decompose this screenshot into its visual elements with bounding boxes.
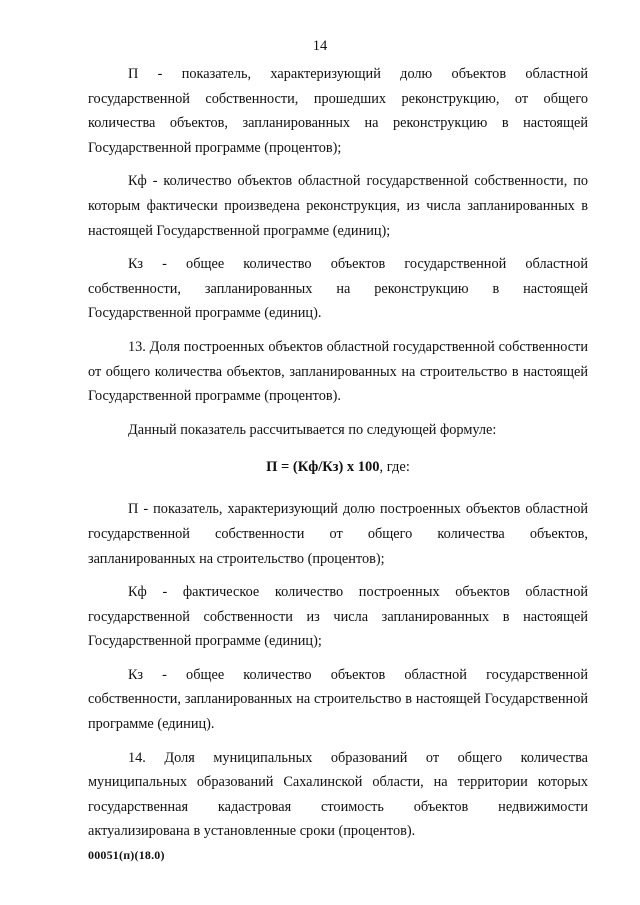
paragraph-item-13: 13. Доля построенных объектов областной государственной собственности от общего количества объектов, запланированных на строительство в настоящей Государственной программе (процентов). xyxy=(88,338,588,405)
formula-expression: П = (Кф/Кз) х 100 xyxy=(266,459,380,476)
paragraph-item-14: 14. Доля муниципальных образований от общего количества муниципальных образований Сахалинской области, на территории которых государственная кадастровая стоимость объектов недвижимости актуализирована в установленные сроки (процентов). xyxy=(88,749,588,840)
page-number: 14 xyxy=(312,38,328,54)
formula xyxy=(88,455,588,479)
paragraph-kf-definition-construction: Кф - фактическое количество построенных объектов областной государственной собственности из числа запланированных в настоящей Государственной программе (единиц); xyxy=(88,584,588,650)
paragraph-p-definition-construction: П - показатель, характеризующий долю построенных объектов областной государственной собственности от общего количества объектов, запланированных на строительство (процентов); xyxy=(88,501,588,567)
paragraph-kz-definition-reconstruction: Кз - общее количество объектов государственной областной собственности, запланированных на реконструкцию в настоящей Государственной программе (единиц). xyxy=(88,256,588,322)
paragraph-formula-intro: Данный показатель рассчитывается по следующей формуле: xyxy=(128,421,497,438)
paragraph-kf-definition-reconstruction: Кф - количество объектов областной государственной собственности, по которым фактически произведена реконструкция, из числа запланированных в настоящей Государственной программе (единиц); xyxy=(88,173,588,239)
paragraph-kz-definition-construction: Кз - общее количество объектов областной государственной собственности, запланированных на строительство в настоящей Государственной программе (единиц). xyxy=(88,666,588,733)
document-body xyxy=(88,62,588,853)
formula-suffix: , где: xyxy=(379,459,410,476)
paragraph-p-definition-reconstruction: П - показатель, характеризующий долю объектов областной государственной собственности, прошедших реконструкцию, от общего количества объектов, запланированных на реконструкцию в настоящей Государственной программе (процентов); xyxy=(88,66,588,156)
document-code: 00051(п)(18.0) xyxy=(88,848,165,862)
